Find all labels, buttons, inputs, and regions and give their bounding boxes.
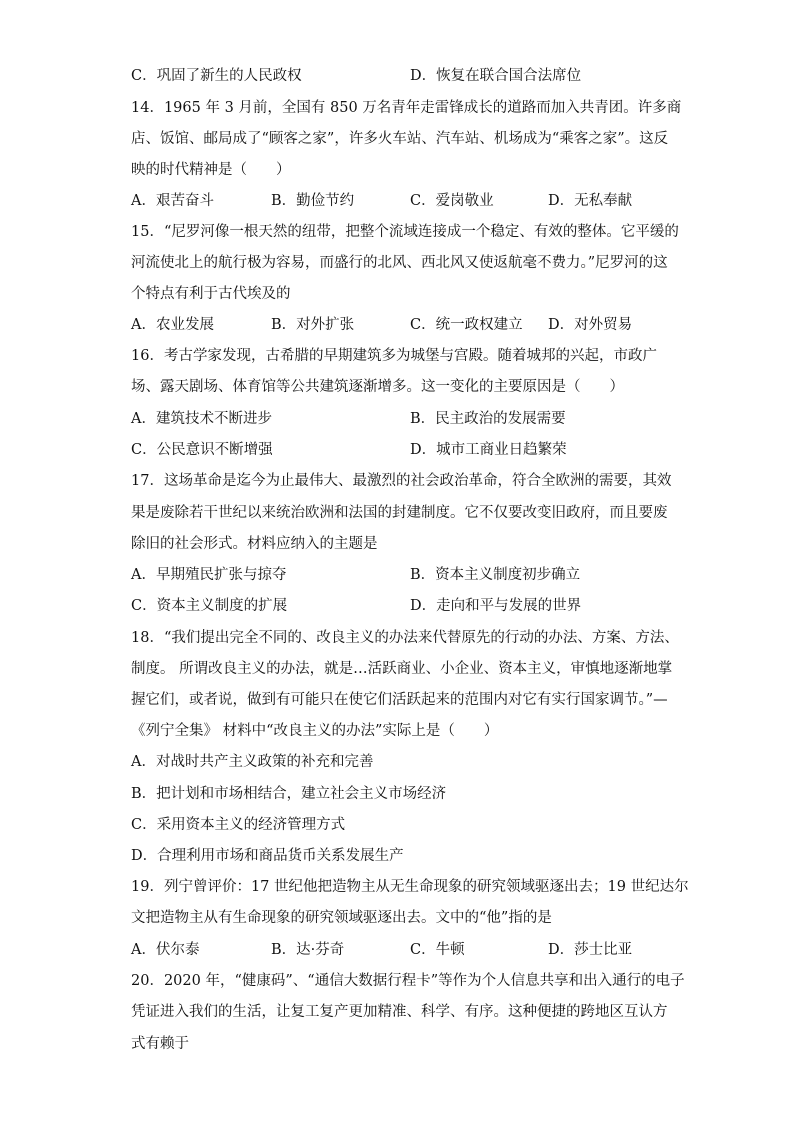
q20-stem-line-2: 凭证进入我们的生活，让复工复产更加精准、科学、有序。这种便捷的跨地区互认方: [131, 1004, 668, 1020]
q19-option-a: A．伏尔泰: [131, 942, 200, 958]
q14-option-b: B．勤俭节约: [271, 193, 355, 209]
q15-option-c: C．统一政权建立: [410, 317, 523, 333]
q18-option-d: D．合理利用市场和商品货币关系发展生产: [131, 848, 404, 864]
q13-option-c: C．巩固了新生的人民政权: [131, 68, 302, 84]
q17-option-d: D．走向和平与发展的世界: [410, 598, 582, 614]
q14-option-d: D．无私奉献: [548, 193, 633, 209]
q18-option-a: A．对战时共产主义政策的补充和完善: [131, 754, 374, 770]
q17-option-c: C．资本主义制度的扩展: [131, 598, 288, 614]
q16-option-c: C．公民意识不断增强: [131, 442, 273, 458]
q18-stem-line-2: 制度。 所谓改良主义的办法，就是…活跃商业、小企业、资本主义，审慎地逐渐地掌: [131, 661, 673, 677]
q14-option-a: A．艰苦奋斗: [131, 193, 214, 209]
q18-stem-line-1: 18．“我们提出完全不同的、改良主义的办法来代替原先的行动的办法、方案、方法、: [131, 630, 679, 646]
q18-option-c: C．采用资本主义的经济管理方式: [131, 817, 346, 833]
q16-stem-line-2: 场、露天剧场、体育馆等公共建筑逐渐增多。这一变化的主要原因是（ ）: [131, 379, 624, 395]
q17-stem-line-1: 17．这场革命是迄今为止最伟大、最激烈的社会政治革命，符合全欧洲的需要，其效: [131, 473, 672, 489]
q16-option-b: B．民主政治的发展需要: [410, 411, 566, 427]
q19-option-c: C．牛顿: [410, 942, 465, 958]
q17-stem-line-2: 果是废除若干世纪以来统治欧洲和法国的封建制度。它不仅要改变旧政府，而且要废: [131, 505, 668, 521]
q14-stem-line-3: 映的时代精神是（ ）: [131, 162, 291, 178]
q16-option-a: A．建筑技术不断进步: [131, 411, 272, 427]
q17-option-a: A．早期殖民扩张与掠夺: [131, 567, 287, 583]
q18-stem-line-3: 握它们，或者说，做到有可能只在使它们活跃起来的范围内对它有实行国家调节。”—: [131, 692, 668, 708]
q17-option-b: B．资本主义制度初步确立: [410, 567, 581, 583]
q20-stem-line-1: 20．2020 年，“健康码”、“通信大数据行程卡”等作为个人信息共享和出入通行的电子: [131, 973, 685, 989]
q18-option-b: B．把计划和市场相结合，建立社会主义市场经济: [131, 786, 447, 802]
q19-option-b: B．达·芬奇: [271, 942, 345, 958]
q14-stem-line-2: 店、饭馆、邮局成了“顾客之家”，许多火车站、汽车站、机场成为“乘客之家”。这反: [131, 131, 669, 147]
q17-stem-line-3: 除旧的社会形式。材料应纳入的主题是: [131, 536, 378, 552]
q19-stem-line-1: 19．列宁曾评价：17 世纪他把造物主从无生命现象的研究领域驱逐出去；19 世纪达尔: [131, 879, 689, 895]
q14-option-c: C．爱岗敬业: [410, 193, 494, 209]
q19-stem-line-2: 文把造物主从有生命现象的研究领域驱逐出去。文中的“他”指的是: [131, 910, 552, 926]
q15-option-a: A．农业发展: [131, 317, 214, 333]
q15-option-d: D．对外贸易: [548, 317, 633, 333]
q13-option-d: D．恢复在联合国合法席位: [410, 68, 582, 84]
q14-stem-line-1: 14．1965 年 3 月前，全国有 850 万名青年走雷锋成长的道路而加入共青团。许多商: [131, 100, 682, 116]
q20-stem-line-3: 式有赖于: [131, 1036, 189, 1052]
q15-option-b: B．对外扩张: [271, 317, 355, 333]
q16-stem-line-1: 16．考古学家发现，古希腊的早期建筑多为城堡与宫殿。随着城邦的兴起，市政广: [131, 348, 657, 364]
q15-stem-line-3: 个特点有利于古代埃及的: [131, 286, 291, 302]
q15-stem-line-1: 15．“尼罗河像一根天然的纽带，把整个流域连接成一个稳定、有效的整体。它平缓的: [131, 224, 679, 240]
q16-option-d: D．城市工商业日趋繁荣: [410, 442, 567, 458]
q15-stem-line-2: 河流使北上的航行极为容易，而盛行的北风、西北风又使返航毫不费力。”尼罗河的这: [131, 255, 668, 271]
q19-option-d: D．莎士比亚: [548, 942, 633, 958]
q18-stem-line-4: 《列宁全集》 材料中“改良主义的办法”实际上是（ ）: [131, 723, 499, 739]
